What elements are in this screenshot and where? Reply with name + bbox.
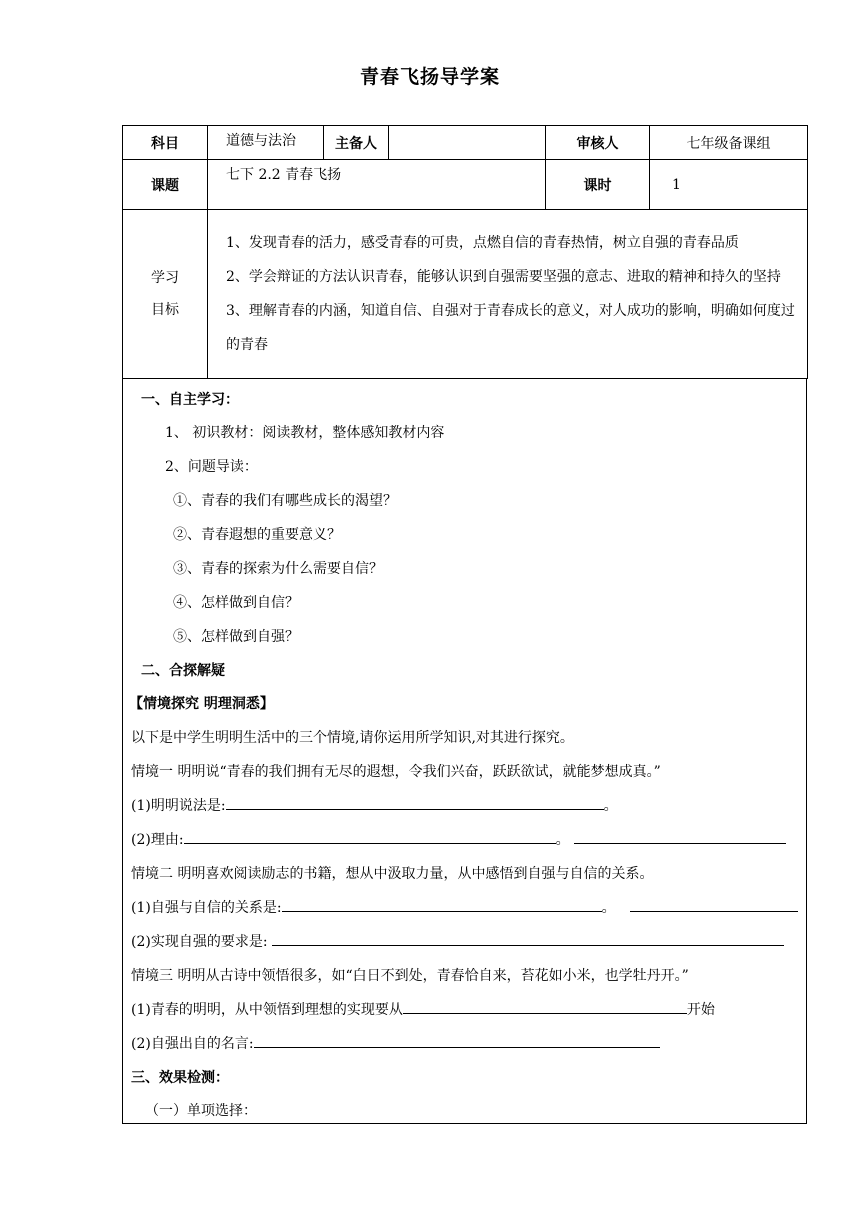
section2-intro: 以下是中学生明明生活中的三个情境,请你运用所学知识,对其进行探究。 [131, 730, 574, 746]
scene-1: 情境一 明明说“青春的我们拥有无尽的遐想，令我们兴奋，跃跃欲试，就能梦想成真。” [131, 764, 661, 780]
reviewer-label: 审核人 [546, 126, 650, 160]
subject-label: 科目 [123, 126, 208, 160]
question-label: (2)实现自强的要求是: [131, 934, 268, 950]
answer-blank[interactable] [272, 931, 784, 946]
topic-value: 七下 2.2 青春飞扬 [208, 160, 546, 210]
section1-item2: 2、问题导读： [165, 459, 258, 475]
goal-item: 2、学会辩证的方法认识青春，能够认识到自强需要坚强的意志、进取的精神和持久的坚持 [226, 269, 781, 285]
question-label: (1)自强与自信的关系是: [131, 900, 282, 916]
preparer-label: 主备人 [324, 126, 389, 160]
scene3-question-1 [131, 999, 715, 1019]
goals-label [123, 210, 208, 379]
goals-label-line-1: 学习 [151, 270, 179, 286]
period: 。 [601, 900, 616, 916]
scene-3: 情境三 明明从古诗中领悟很多，如“白日不到处，青春恰自来，苔花如小米，也学牡丹开。” [131, 968, 689, 984]
answer-blank[interactable] [403, 999, 687, 1014]
page-title: 青春飞扬导学案 [359, 66, 500, 88]
hours-label: 课时 [546, 160, 650, 210]
question-1: ①、青春的我们有哪些成长的渴望？ [173, 493, 397, 509]
section1-heading: 一、自主学习： [141, 392, 239, 408]
preparer-value [389, 126, 546, 160]
question-label: (2)理由: [131, 832, 184, 848]
goals-list [208, 210, 808, 379]
goal-item: 3、理解青春的内涵，知道自信、自强对于青春成长的意义，对人成功的影响，明确如何度过的青春 [226, 303, 795, 353]
question-suffix: 开始 [686, 1002, 715, 1018]
info-table [122, 125, 808, 379]
scene2-question-2 [131, 931, 784, 951]
scene1-question-2 [131, 829, 786, 849]
topic-label: 课题 [123, 160, 208, 210]
question-4: ④、怎样做到自信？ [173, 595, 299, 611]
answer-blank[interactable] [254, 1033, 660, 1048]
answer-blank[interactable] [630, 897, 798, 912]
section2-subheading: 【情境探究 明理洞悉】 [129, 696, 274, 712]
subject-value: 道德与法治 [208, 126, 324, 160]
hours-value: 1 [650, 160, 808, 210]
question-label: (2)自强出自的名言: [131, 1036, 254, 1052]
section3-heading: 三、效果检测： [131, 1070, 229, 1086]
question-5: ⑤、怎样做到自强？ [173, 629, 299, 645]
scene-2: 情境二 明明喜欢阅读励志的书籍，想从中汲取力量，从中感悟到自强与自信的关系。 [131, 866, 654, 882]
content-area [122, 378, 807, 1124]
period: 。 [603, 798, 618, 814]
section3-sub: （一）单项选择： [145, 1103, 257, 1119]
reviewer-value: 七年级备课组 [650, 126, 808, 160]
goal-item: 1、发现青春的活力，感受青春的可贵，点燃自信的青春热情，树立自强的青春品质 [226, 235, 739, 251]
answer-blank[interactable] [282, 897, 602, 912]
question-2: ②、青春遐想的重要意义？ [173, 527, 341, 543]
answer-blank[interactable] [574, 829, 786, 844]
scene1-question-1 [131, 795, 618, 815]
goals-label-line-2: 目标 [151, 302, 179, 318]
question-label: (1)明明说法是: [131, 798, 226, 814]
section2-heading: 二、合探解疑 [141, 663, 225, 679]
question-label: (1)青春的明明，从中领悟到理想的实现要从 [131, 1002, 403, 1018]
section1-item1: 1、 初识教材：阅读教材，整体感知教材内容 [165, 425, 445, 441]
period: 。 [555, 832, 570, 848]
answer-blank[interactable] [184, 829, 556, 844]
scene2-question-1 [131, 897, 798, 917]
answer-blank[interactable] [226, 795, 604, 810]
scene3-question-2 [131, 1033, 660, 1053]
question-3: ③、青春的探索为什么需要自信？ [173, 561, 383, 577]
